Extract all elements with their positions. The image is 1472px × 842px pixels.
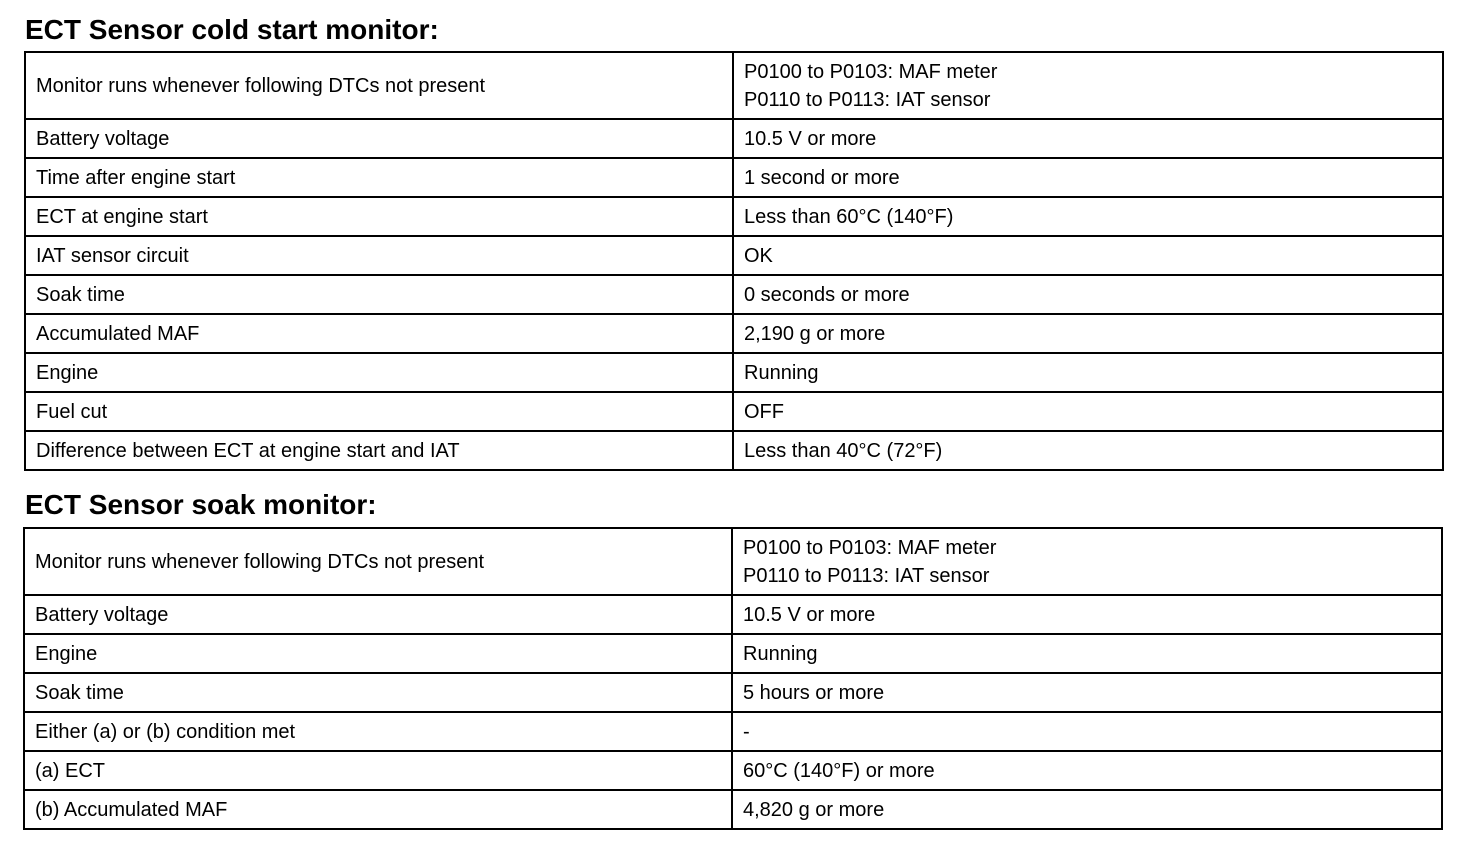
condition-value: 10.5 V or more xyxy=(732,595,1442,634)
condition-label: Either (a) or (b) condition met xyxy=(24,712,732,751)
condition-label: ECT at engine start xyxy=(25,197,733,236)
cold-start-monitor-title: ECT Sensor cold start monitor: xyxy=(25,14,439,45)
condition-value: 0 seconds or more xyxy=(733,275,1443,314)
cold-start-monitor-table xyxy=(24,51,1444,471)
table-row xyxy=(24,790,1442,829)
condition-label: Accumulated MAF xyxy=(25,314,733,353)
table-row xyxy=(25,431,1443,470)
dtc-line: P0110 to P0113: IAT sensor xyxy=(743,564,990,587)
condition-label: Soak time xyxy=(24,673,732,712)
condition-value xyxy=(732,528,1442,595)
condition-value: 10.5 V or more xyxy=(733,119,1443,158)
condition-label: Difference between ECT at engine start and IAT xyxy=(25,431,733,470)
condition-label: Monitor runs whenever following DTCs not present xyxy=(24,528,732,595)
dtc-line: P0100 to P0103: MAF meter xyxy=(743,536,997,559)
soak-monitor-table xyxy=(23,527,1443,830)
condition-value: Running xyxy=(732,634,1442,673)
condition-label: Time after engine start xyxy=(25,158,733,197)
condition-value: 4,820 g or more xyxy=(732,790,1442,829)
condition-value: Less than 40°C (72°F) xyxy=(733,431,1443,470)
condition-label: Battery voltage xyxy=(25,119,733,158)
table-row xyxy=(24,673,1442,712)
soak-monitor-title: ECT Sensor soak monitor: xyxy=(25,489,377,520)
table-row xyxy=(24,712,1442,751)
condition-label: (a) ECT xyxy=(24,751,732,790)
condition-value: OK xyxy=(733,236,1443,275)
condition-value: - xyxy=(732,712,1442,751)
dtc-line: P0100 to P0103: MAF meter xyxy=(744,60,998,83)
table-row xyxy=(25,52,1443,119)
table-row xyxy=(25,353,1443,392)
table-row xyxy=(24,528,1442,595)
table-row xyxy=(24,634,1442,673)
condition-label: Engine xyxy=(25,353,733,392)
condition-value: Running xyxy=(733,353,1443,392)
table-row xyxy=(24,595,1442,634)
condition-label: Fuel cut xyxy=(25,392,733,431)
dtc-line: P0110 to P0113: IAT sensor xyxy=(744,88,991,111)
condition-value: 60°C (140°F) or more xyxy=(732,751,1442,790)
condition-value: OFF xyxy=(733,392,1443,431)
condition-label: (b) Accumulated MAF xyxy=(24,790,732,829)
condition-value: Less than 60°C (140°F) xyxy=(733,197,1443,236)
table-row xyxy=(25,197,1443,236)
table-row xyxy=(25,275,1443,314)
condition-label: Soak time xyxy=(25,275,733,314)
condition-value: 1 second or more xyxy=(733,158,1443,197)
condition-label: IAT sensor circuit xyxy=(25,236,733,275)
table-row xyxy=(25,392,1443,431)
condition-value: 5 hours or more xyxy=(732,673,1442,712)
condition-value xyxy=(733,52,1443,119)
table-row xyxy=(25,236,1443,275)
condition-value: 2,190 g or more xyxy=(733,314,1443,353)
table-row xyxy=(25,314,1443,353)
condition-label: Battery voltage xyxy=(24,595,732,634)
table-row xyxy=(25,158,1443,197)
table-row xyxy=(24,751,1442,790)
condition-label: Monitor runs whenever following DTCs not present xyxy=(25,52,733,119)
table-row xyxy=(25,119,1443,158)
condition-label: Engine xyxy=(24,634,732,673)
